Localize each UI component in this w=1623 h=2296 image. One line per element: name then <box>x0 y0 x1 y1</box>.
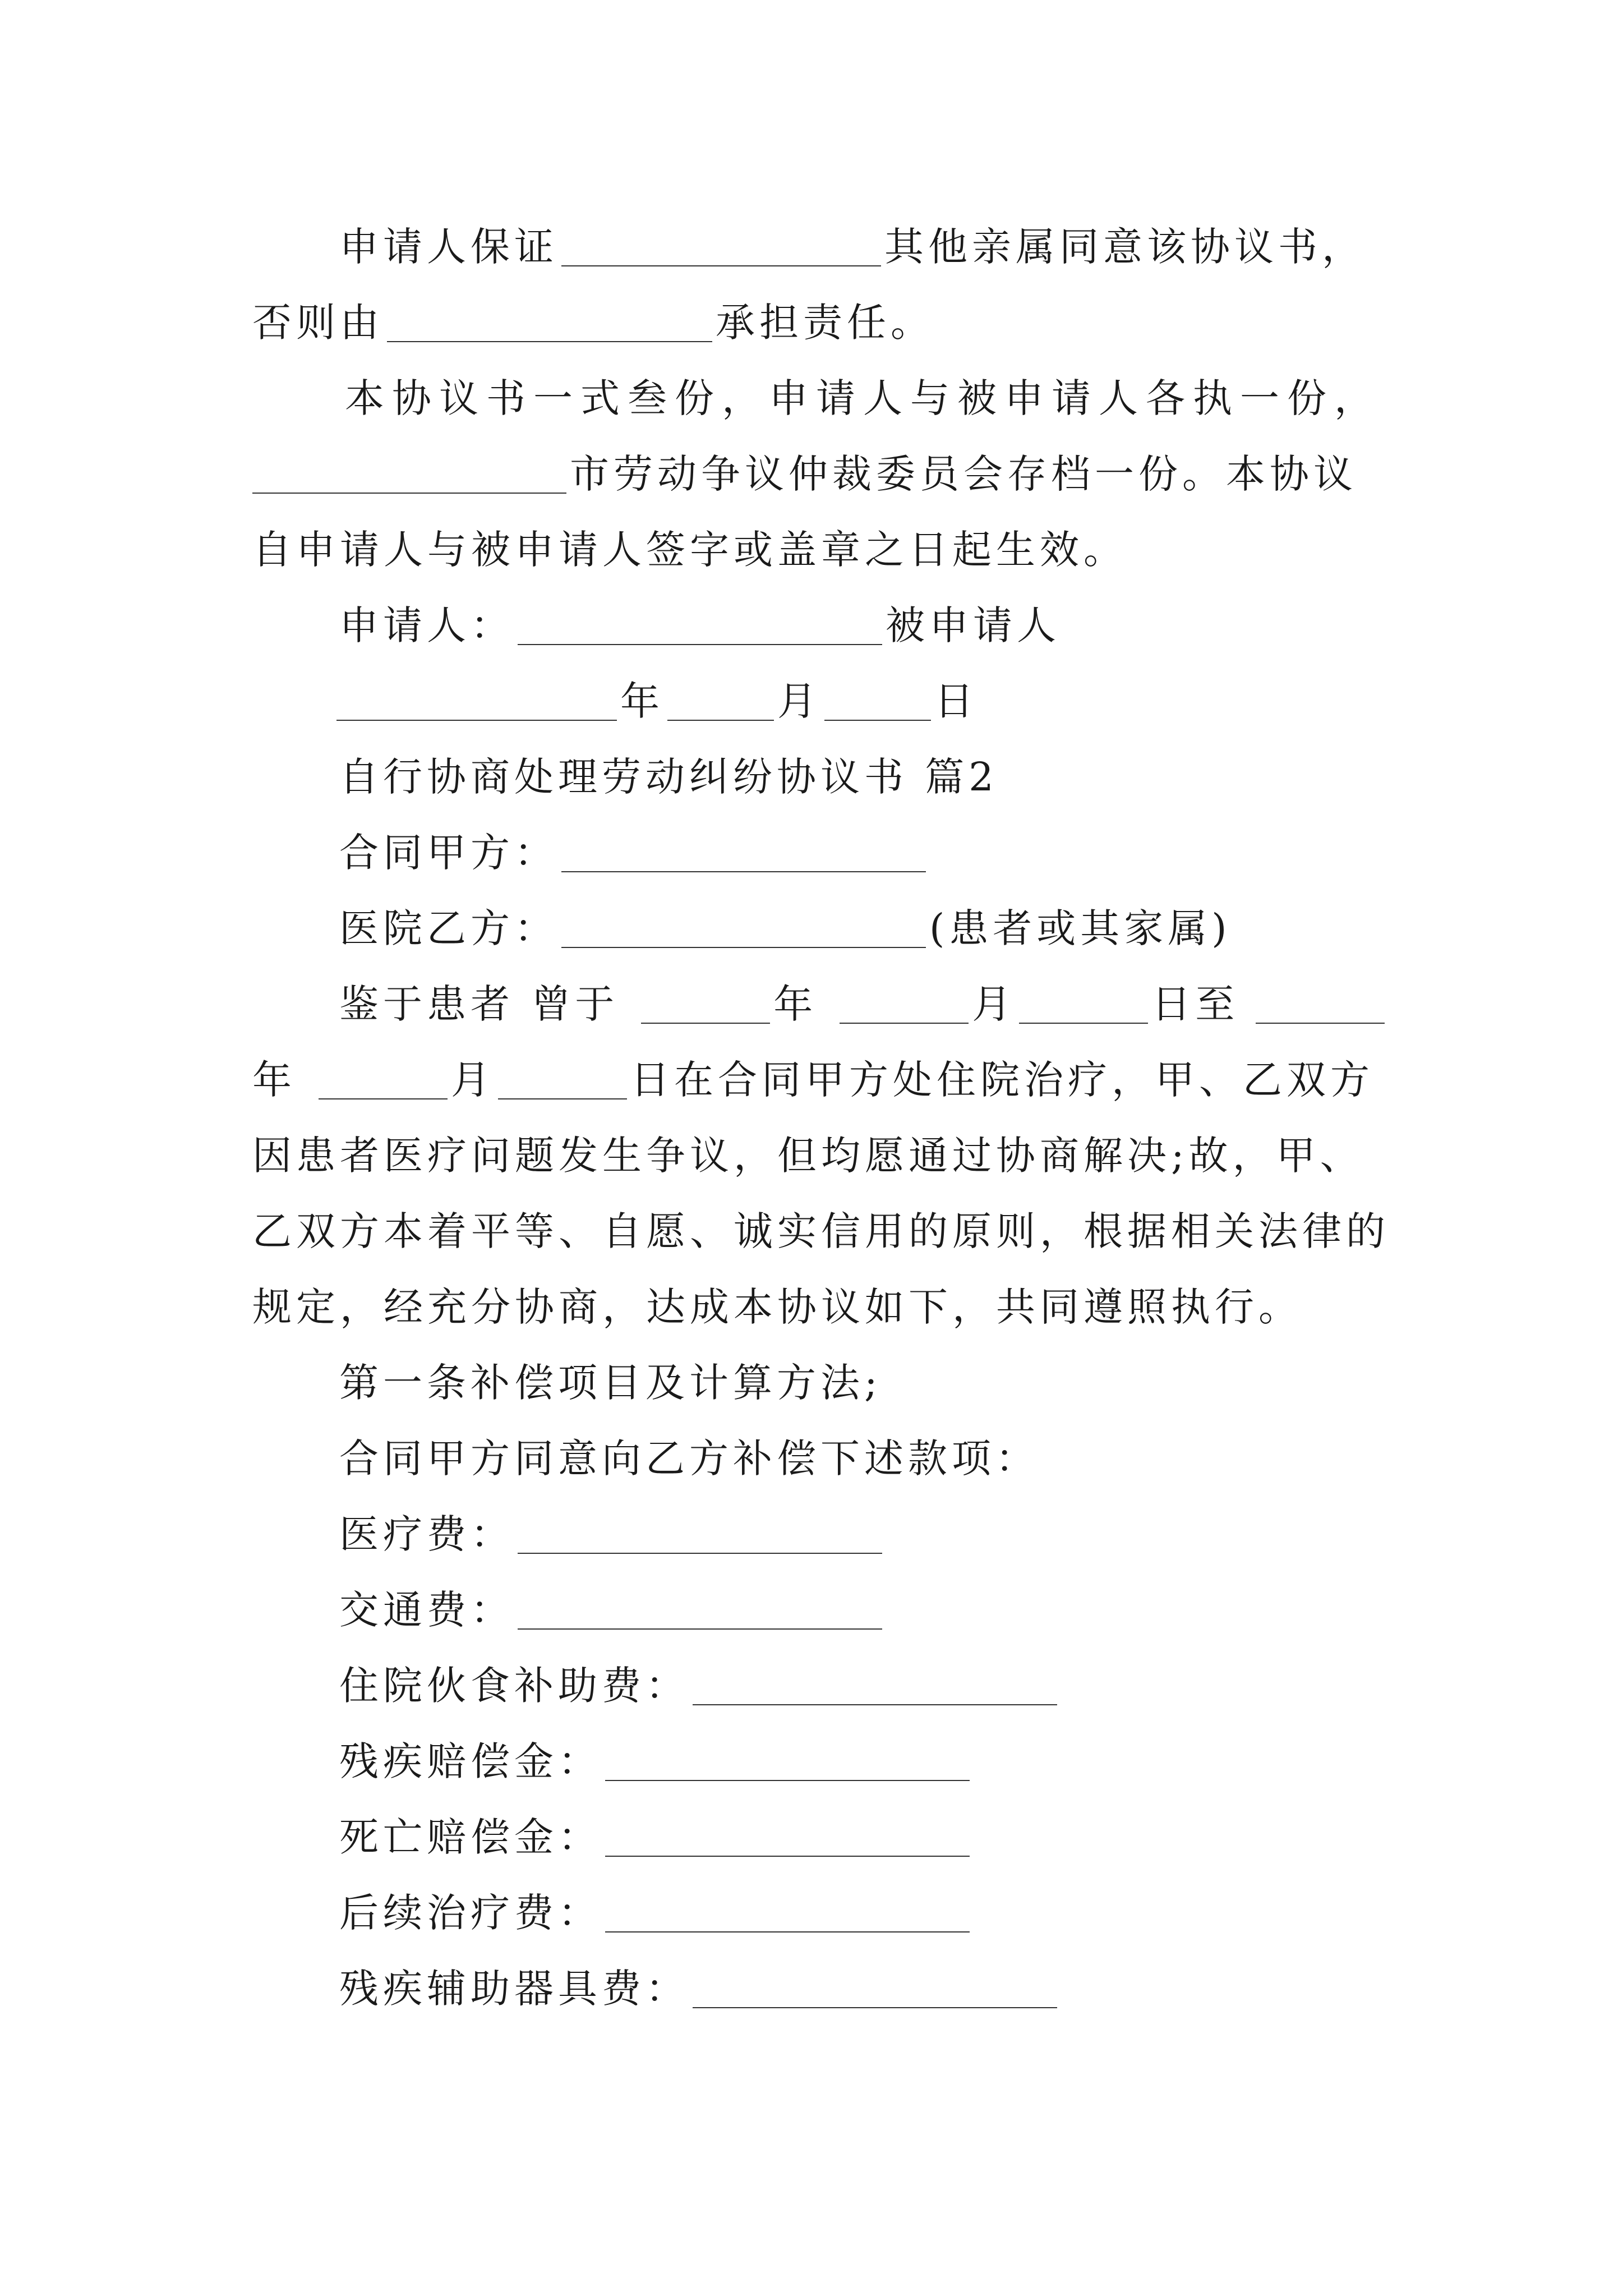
section-title <box>339 752 998 800</box>
p2-line3-text: 自申请人与被申请人签字或盖章之日起生效。 <box>252 527 1127 573</box>
p2-line3 <box>252 524 1127 573</box>
blank-field[interactable] <box>561 226 881 266</box>
day-to-label: 日至 <box>1151 981 1239 1027</box>
item-label: 医疗费： <box>339 1511 514 1557</box>
day-field[interactable] <box>1019 983 1148 1024</box>
day-field[interactable] <box>498 1059 627 1099</box>
year-label: 年 <box>252 1057 296 1103</box>
month-field[interactable] <box>667 680 774 721</box>
p3-line3-text: 因患者医疗问题发生争议，但均愿通过协商解决;故，甲、 <box>252 1133 1364 1179</box>
item-label: 住院伙食补助费： <box>339 1663 689 1709</box>
item-label: 死亡赔偿金： <box>339 1814 602 1860</box>
item-field[interactable] <box>605 1816 970 1857</box>
item-field[interactable] <box>605 1892 970 1932</box>
item-label: 残疾赔偿金： <box>339 1738 602 1784</box>
p2-line2-text: 市劳动争议仲裁委员会存档一份。本协议 <box>570 451 1357 497</box>
party-b-field[interactable] <box>561 908 926 948</box>
item-label: 后续治疗费： <box>339 1890 602 1936</box>
item-field[interactable] <box>518 1513 882 1554</box>
year-label: 年 <box>620 678 664 724</box>
item-medical-fee <box>339 1509 886 1557</box>
date-line <box>336 676 978 724</box>
p1-line1-text-a: 申请人保证 <box>339 224 558 270</box>
item-disability-compensation <box>339 1736 973 1784</box>
section-title-text: 自行协商处理劳动纠纷协议书 篇2 <box>339 754 998 800</box>
blank-field[interactable] <box>387 302 712 342</box>
year-field[interactable] <box>336 680 617 721</box>
p3-line4 <box>252 1206 1390 1254</box>
p3-line5 <box>252 1282 1302 1330</box>
item-field[interactable] <box>693 1665 1057 1705</box>
signature-line <box>339 600 1061 648</box>
month-label: 月 <box>451 1057 495 1103</box>
item-field[interactable] <box>605 1741 970 1781</box>
month-field[interactable] <box>319 1059 448 1099</box>
article1-title <box>339 1358 882 1406</box>
blank-field[interactable] <box>252 453 566 494</box>
respondent-label: 被申请人 <box>886 602 1061 648</box>
month-label: 月 <box>972 981 1016 1027</box>
p3-line1-text: 鉴于患者 曾于 <box>339 981 619 1027</box>
item-transport-fee <box>339 1585 886 1633</box>
p3-line5-text: 规定，经充分协商，达成本协议如下，共同遵照执行。 <box>252 1284 1302 1330</box>
day-label: 日 <box>934 678 978 724</box>
article1-intro-text: 合同甲方同意向乙方补偿下述款项： <box>339 1435 1039 1481</box>
party-b-note: (患者或其家属) <box>929 905 1232 951</box>
year-field[interactable] <box>1256 983 1385 1024</box>
p3-line2-text: 日在合同甲方处住院治疗，甲、乙双方 <box>630 1057 1374 1103</box>
article1-intro <box>339 1433 1039 1481</box>
p1-line2-text-b: 承担责任。 <box>716 300 934 346</box>
year-label: 年 <box>773 981 818 1027</box>
p3-line2 <box>252 1055 1374 1103</box>
party-b-label: 医院乙方： <box>339 905 558 951</box>
year-field[interactable] <box>641 983 770 1024</box>
p2-line1 <box>345 373 1381 421</box>
party-a-field[interactable] <box>561 832 926 872</box>
p1-line1-text-b: 其他亲属同意该协议书， <box>884 224 1366 270</box>
p3-line1 <box>339 979 1388 1027</box>
item-field[interactable] <box>518 1589 882 1630</box>
p2-line2 <box>252 449 1357 497</box>
party-b-line <box>339 903 1232 951</box>
party-a-line <box>339 827 929 876</box>
item-assistive-devices <box>339 1963 1061 2012</box>
p1-line2 <box>252 297 934 346</box>
month-label: 月 <box>777 678 821 724</box>
p2-line1-text: 本协议书一式叁份，申请人与被申请人各执一份， <box>345 375 1381 421</box>
item-label: 交通费： <box>339 1587 514 1633</box>
day-field[interactable] <box>824 680 931 721</box>
item-followup-treatment <box>339 1888 973 1936</box>
month-field[interactable] <box>840 983 969 1024</box>
p1-line2-text-a: 否则由 <box>252 300 384 346</box>
item-death-compensation <box>339 1812 973 1860</box>
item-meal-subsidy <box>339 1660 1061 1709</box>
party-a-label: 合同甲方： <box>339 830 558 876</box>
article1-title-text: 第一条补偿项目及计算方法; <box>339 1360 882 1406</box>
applicant-signature-field[interactable] <box>518 605 882 645</box>
p3-line4-text: 乙双方本着平等、自愿、诚实信用的原则，根据相关法律的 <box>252 1208 1390 1254</box>
applicant-label: 申请人： <box>339 602 514 648</box>
p3-line3 <box>252 1130 1364 1179</box>
item-label: 残疾辅助器具费： <box>339 1966 689 2012</box>
p1-line1 <box>339 222 1366 270</box>
item-field[interactable] <box>693 1968 1057 2008</box>
